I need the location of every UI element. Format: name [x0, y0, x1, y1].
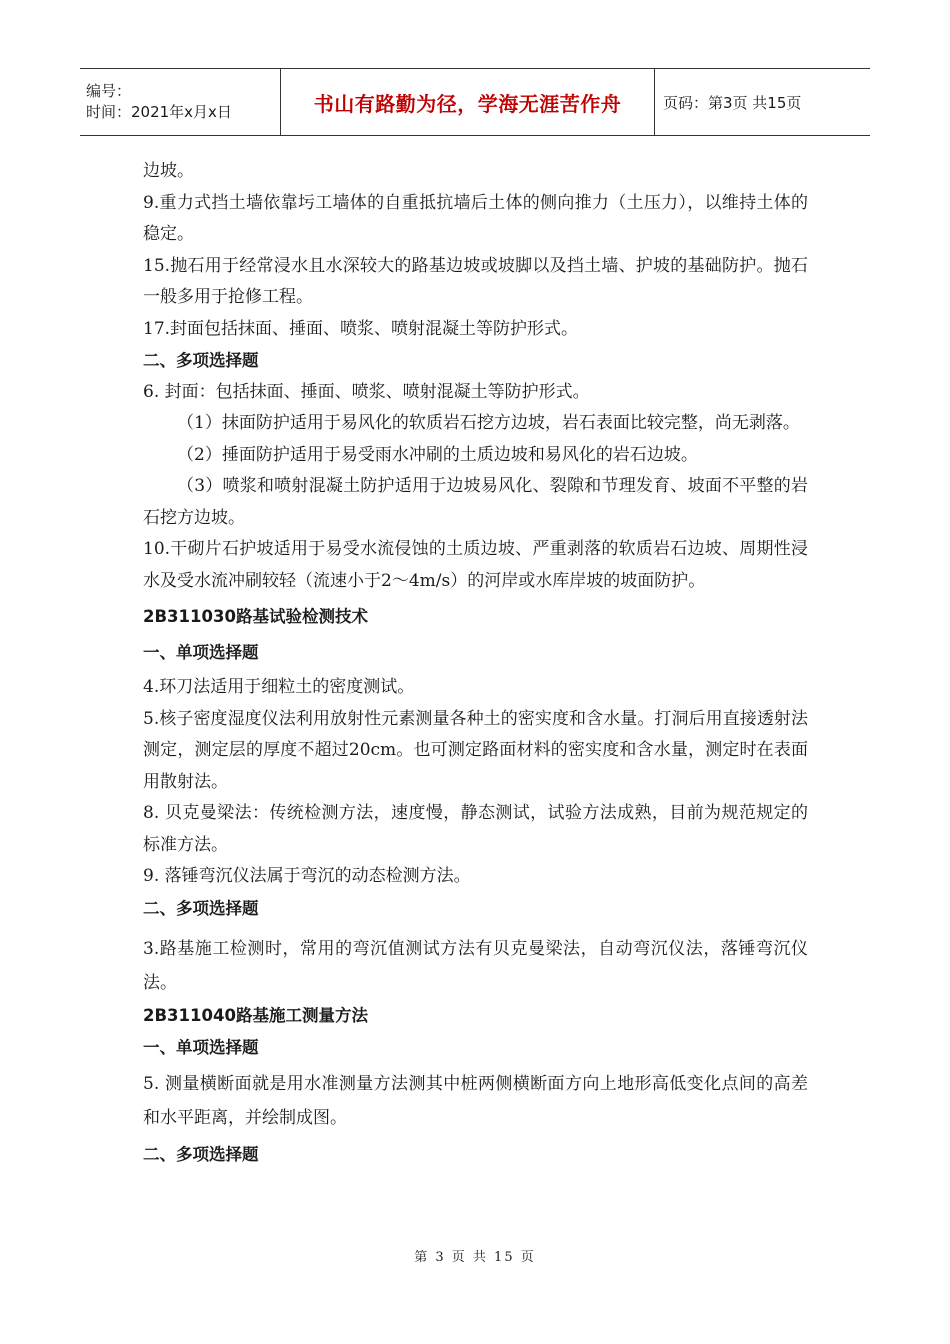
paragraph: 10.干砌片石护坡适用于易受水流侵蚀的土质边坡、严重剥落的软质岩石边坡、周期性浸水及受水流冲刷较轻（流速小于2～4m/s）的河岸或水库岸坡的坡面防护。: [143, 539, 808, 591]
list-item: （2）捶面防护适用于易受雨水冲刷的土质边坡和易风化的岩石边坡。: [177, 444, 698, 465]
paragraph: 9.重力式挡土墙依靠圬工墙体的自重抵抗墙后土体的侧向推力（土压力），以维持土体的稳定。: [143, 192, 808, 244]
paragraph: 17.封面包括抹面、捶面、喷浆、喷射混凝土等防护形式。: [143, 318, 579, 339]
paragraph: 5.核子密度湿度仪法利用放射性元素测量各种土的密实度和含水量。打洞后用直接透射法测定，测定层的厚度不超过20cm。也可测定路面材料的密实度和含水量，测定时在表面用散射法。: [143, 708, 808, 792]
paragraph: 边坡。: [143, 161, 194, 181]
header-motto-cell: [280, 69, 655, 135]
paragraph: 4.环刀法适用于细粒土的密度测试。: [143, 677, 415, 697]
paragraph: 15.抛石用于经常浸水且水深较大的路基边坡或坡脚以及挡土墙、护坡的基础防护。抛石一般多用于抢修工程。: [143, 255, 808, 307]
header-motto: 书山有路勤为径，学海无涯苦作舟: [313, 91, 622, 116]
paragraph: 9. 落锤弯沉仪法属于弯沉的动态检测方法。: [143, 866, 471, 886]
page-footer: 第 3 页 共 15 页: [414, 1250, 536, 1265]
header-page-label: 页码：第3页 共15页: [663, 93, 802, 112]
section-heading: 二、多项选择题: [143, 898, 259, 918]
section-heading: 二、多项选择题: [143, 351, 259, 370]
list-item: （3）喷浆和喷射混凝土防护适用于边坡易风化、裂隙和节理发育、坡面不平整的岩石挖方边坡。: [143, 476, 808, 528]
section-heading: 一、单项选择题: [143, 642, 259, 662]
section-heading: 一、单项选择题: [143, 1037, 259, 1057]
header-page-cell: [655, 69, 870, 135]
paragraph: 3.路基施工检测时，常用的弯沉值测试方法有贝克曼梁法，自动弯沉仪法，落锤弯沉仪法。: [143, 939, 808, 993]
page-header: [80, 68, 870, 136]
document-number-label: 编号：: [86, 82, 132, 100]
section-heading: 2B311030路基试验检测技术: [143, 607, 368, 626]
paragraph: 8. 贝克曼梁法：传统检测方法，速度慢，静态测试，试验方法成熟，目前为规范规定的标准方法。: [143, 803, 808, 855]
section-heading: 2B311040路基施工测量方法: [143, 1006, 368, 1025]
paragraph: 6. 封面：包括抹面、捶面、喷浆、喷射混凝土等防护形式。: [143, 381, 590, 402]
document-time-label: 时间：2021年x月x日: [86, 103, 232, 121]
section-heading: 二、多项选择题: [143, 1145, 259, 1164]
paragraph: 5. 测量横断面就是用水准测量方法测其中桩两侧横断面方向上地形高低变化点间的高差和水平距离，并绘制成图。: [143, 1074, 808, 1128]
document-body: [143, 156, 808, 1171]
list-item: （1）抹面防护适用于易风化的软质岩石挖方边坡，岩石表面比较完整，尚无剥落。: [177, 413, 800, 433]
header-meta: [80, 69, 280, 135]
